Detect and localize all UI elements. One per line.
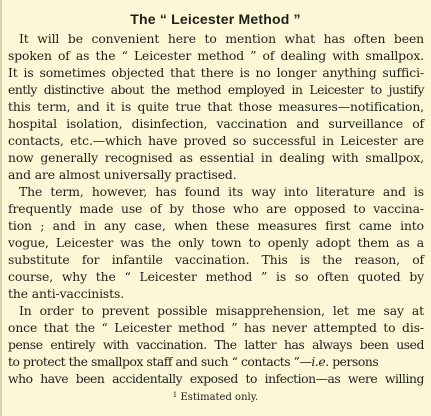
paragraph-line: course, why the “ Leicester method ” is so often quoted by [8,270,424,284]
paragraph-line: tion ; and in any case, when these measures first came into [8,219,424,233]
paragraph-line: hospital isolation, disinfection, vaccination and surveillance of [8,117,424,131]
paragraph-line: once that the “ Leicester method ” has never attempted to dis- [8,321,424,335]
footnote [0,389,431,404]
footnote-marker: 1 [172,391,178,399]
paragraph-line: frequently made use of by those who are opposed to vaccina- [8,202,424,216]
paragraph-line: vogue, Leicester was the only town to openly adopt them as a [8,236,424,250]
section-title: The “ Leicester Method ” [130,11,301,27]
paragraph-line: It will be convenient here to mention what has often been [19,32,424,46]
paragraph-line: It is sometimes objected that there is no longer anything suffici- [8,66,424,80]
paragraph-line-part: to protect the smallpox staff and such “ contacts ”— [8,355,312,369]
paragraph-line: contacts, etc.—which have proved so successful in Leicester are [8,134,424,148]
page-edge-shadow [0,0,2,416]
paragraph-line: The term, however, has found its way into literature and is [19,185,424,199]
footnote-text: Estimated only. [180,392,259,403]
paragraph-line-mixed [8,354,424,371]
paragraph-line: pense entirely with vaccination. The latter has always been used [8,338,424,352]
paragraph-line: this term, and it is quite true that those measures—notification, [8,100,424,114]
paragraph-line: substitute for infantile vaccination. This is the reason, of [8,253,424,267]
paragraph-line: spoken of as the “ Leicester method ” of dealing with smallpox. [8,49,424,63]
paragraph-line: and are almost universally practised. [8,168,237,182]
paragraph-line: now generally recognised as essential in dealing with smallpox, [8,151,424,165]
paragraph-line-part: persons [328,355,379,369]
paragraph-line: the anti-vaccinists. [8,287,125,301]
paragraph-line: who have been accidentally exposed to infection—as were willing [8,372,424,386]
paragraph-line: In order to prevent possible misapprehension, let me say at [19,304,424,318]
paragraph-line-italic: i.e. [311,355,329,369]
paragraph-line: ently distinctive about the method employed in Leicester to justify [8,83,424,97]
